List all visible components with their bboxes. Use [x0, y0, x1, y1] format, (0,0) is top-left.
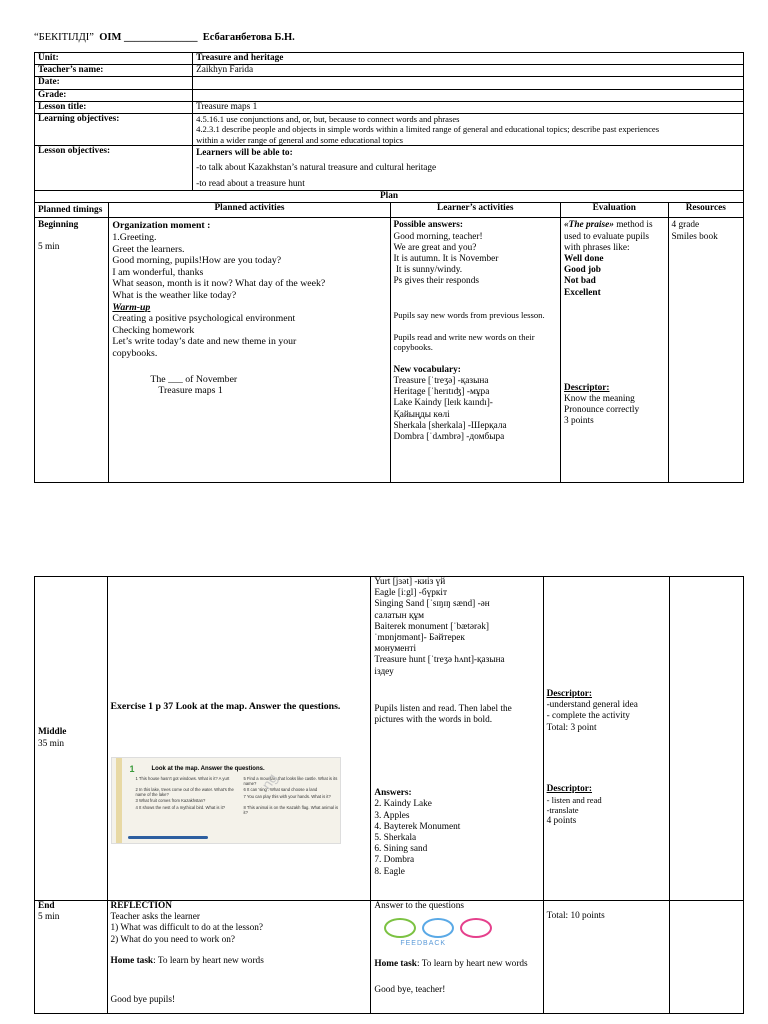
approver-name: Есбаганбетова Б.Н.	[202, 32, 295, 43]
new-vocabulary-heading: New vocabulary:	[393, 364, 461, 375]
col-activities: Planned activities	[109, 203, 390, 218]
learner-note: Pupils read and write new words on their copybooks.	[393, 332, 535, 353]
learning-objective-line: 4.5.16.1 use conjunctions and, or, but, because to connect words and phrases	[196, 114, 460, 125]
beginning-row	[35, 218, 744, 483]
activity-line: 1) What was difficult to do at the lesson?	[110, 923, 264, 934]
middle-row	[35, 577, 744, 901]
teacher-label: Teacher’s name:	[35, 65, 193, 77]
textbook-exercise-title: Look at the map. Answer the questions.	[151, 766, 265, 773]
textbook-question: 6 It can 'sing'. What sand choose a land	[243, 787, 318, 793]
learning-objective-line: within a wider range of general and some educational topics	[196, 134, 404, 145]
lesson-plan-table	[34, 52, 744, 483]
stage-time: 5 min	[38, 912, 60, 923]
learner-line: It is sunny/windy.	[393, 265, 463, 276]
beginning-resources	[668, 218, 743, 483]
exercise-instruction: Exercise 1 p 37 Look at the map. Answer the questions.	[110, 701, 341, 712]
resource-item: 4 grade	[671, 220, 700, 231]
unit-value: Treasure and heritage	[193, 53, 744, 65]
vocab-item: салатын құм	[374, 610, 424, 621]
date-value	[193, 77, 744, 89]
vocab-item: Yurt [jɜət] -киіз үй	[374, 577, 446, 587]
oim-label: ОІМ ______________	[99, 32, 198, 43]
textbook-question: 7 You can play this with your hands. What is it?	[243, 794, 331, 800]
answer-item: 7. Dombra	[374, 855, 415, 866]
end-learner	[371, 901, 543, 1014]
praise-text: method is used to evaluate pupils with phrases like:	[564, 220, 653, 253]
descriptor-line: - listen and read	[546, 795, 602, 806]
possible-answers-heading: Possible answers:	[393, 220, 463, 231]
learner-note: Pupils listen and read. Then label the pictures with the words in bold.	[374, 703, 512, 726]
stage-label: Beginning	[38, 220, 79, 231]
vocab-item: Lake Kaindy [leɪk kaındı]-	[393, 398, 493, 409]
col-learner: Learner’s activities	[390, 203, 561, 218]
date-label: Date:	[35, 77, 193, 89]
learner-line: Ps gives their responds	[393, 276, 479, 287]
date-template-line: The ___ of November	[150, 373, 238, 385]
grade-value	[193, 89, 744, 101]
vocab-item: Baiterek monument [ˈbætərək]	[374, 621, 489, 632]
lesson-objective-line: -to talk about Kazakhstan’s natural treasure and cultural heritage	[196, 163, 437, 174]
activity-line: 2) What do you need to work on?	[110, 934, 236, 945]
descriptor-heading: Descriptor:	[546, 783, 592, 794]
home-task	[374, 959, 539, 970]
feedback-faces	[384, 918, 539, 938]
home-task-text: : To learn by heart new words	[153, 955, 264, 966]
lesson-title-value: Treasure maps 1	[193, 101, 744, 113]
beginning-learner	[390, 218, 561, 483]
info-row-teacher	[35, 65, 744, 77]
answers-heading: Answers:	[374, 788, 412, 799]
org-moment-heading: Organization moment :	[112, 220, 211, 232]
info-row-lesson-objectives	[35, 146, 744, 191]
vocab-item: Sherkala [sherkala] -Шерқала	[393, 420, 507, 431]
learning-objectives-label: Learning objectives:	[35, 114, 193, 146]
descriptor-line: - complete the activity	[546, 711, 630, 722]
textbook-question: 4 It shows the nest of a mythical bird. What is it?	[135, 805, 226, 811]
info-row-unit	[35, 53, 744, 65]
activity-line: Greet the learners.	[112, 243, 185, 255]
textbook-question: 8 This animal is on the Kazakh flag. What animal is it?	[243, 805, 339, 816]
learner-line: It is autumn. It is November	[393, 254, 499, 265]
page-bar	[128, 836, 208, 839]
warmup-heading: Warm-up	[112, 301, 151, 313]
watermark: ng	[257, 770, 280, 793]
info-row-date	[35, 77, 744, 89]
middle-timing	[35, 577, 108, 901]
activity-line: I am wonderful, thanks	[112, 266, 204, 278]
descriptor-heading: Descriptor:	[546, 689, 592, 699]
textbook-question: 2 In this lake, trees come out of the water. What's the name of the lake?	[135, 787, 234, 798]
middle-activities	[107, 577, 371, 901]
vocab-item: Eagle [iːgl] -бүркіт	[374, 588, 448, 599]
activity-line: What is the weather like today?	[112, 290, 237, 301]
end-timing	[35, 901, 108, 1014]
lesson-title-label: Lesson title:	[35, 101, 193, 113]
vocab-item: Қайыңды көлі	[393, 409, 450, 420]
learner-line: We are great and you?	[393, 242, 477, 253]
learning-objectives-value	[193, 114, 744, 146]
goodbye-line: Good bye pupils!	[110, 995, 176, 1006]
lesson-objectives-label: Lesson objectives:	[35, 146, 193, 191]
stage-label: Middle	[38, 727, 67, 738]
lesson-objectives-value	[193, 146, 744, 191]
praise-name: «The praise»	[564, 220, 614, 231]
stage-label: End	[38, 901, 55, 911]
activity-line: Checking homework	[112, 324, 195, 336]
end-row	[35, 901, 744, 1014]
descriptor-line: Total: 3 point	[546, 722, 597, 733]
resource-item: Smiles book	[671, 231, 718, 242]
plan-row	[35, 191, 744, 203]
home-task-label: Home task	[110, 955, 154, 966]
end-evaluation	[543, 901, 670, 1014]
column-header-row	[35, 203, 744, 218]
end-activities	[107, 901, 371, 1014]
middle-resources	[670, 577, 744, 901]
col-evaluation: Evaluation	[561, 203, 668, 218]
middle-evaluation	[543, 577, 670, 901]
approval-stamp: “БЕКІТІЛДІ”	[34, 32, 94, 43]
praise-phrase: Good job	[564, 265, 601, 276]
total-points: Total: 10 points	[546, 911, 605, 921]
activity-line: Creating a positive psychological environment	[112, 313, 296, 325]
reflection-heading: REFLECTION	[110, 901, 172, 911]
unit-label: Unit:	[35, 53, 193, 65]
info-row-title	[35, 101, 744, 113]
descriptor-heading: Descriptor:	[564, 382, 610, 393]
answer-item: 5. Sherkala	[374, 833, 417, 844]
praise-phrase: Excellent	[564, 287, 601, 298]
theme-line: Treasure maps 1	[158, 385, 223, 397]
col-timings: Planned timings	[35, 203, 109, 218]
home-task-text: : To learn by heart new words	[416, 959, 528, 970]
sad-face-icon	[460, 918, 492, 938]
vocab-item: ˈmɒnjʊmənt]- Бәйтерек	[374, 633, 465, 644]
descriptor-line: 3 points	[564, 416, 594, 427]
lesson-objective-line: -to read about a treasure hunt	[196, 178, 305, 189]
vocab-item: Treasure hunt [ˈtreʒə hʌnt]-қазына	[374, 655, 505, 666]
info-row-grade	[35, 89, 744, 101]
praise-phrase: Well done	[564, 254, 604, 265]
stage-time: 35 min	[38, 738, 65, 749]
descriptor-line: -translate	[546, 805, 579, 816]
middle-learner	[371, 577, 543, 901]
activity-line: copybooks.	[112, 347, 158, 359]
textbook-question: 3 What fruit comes from Kazakhstan?	[135, 798, 206, 804]
stage-time: 5 min	[38, 241, 60, 252]
learner-note: Pupils say new words from previous lesson.	[393, 309, 545, 320]
activity-line: Teacher asks the learner	[110, 912, 200, 923]
answer-item: 2. Kaindy Lake	[374, 799, 432, 810]
beginning-timing	[35, 218, 109, 483]
praise-method	[564, 220, 664, 254]
exercise-number: 1	[129, 764, 135, 775]
praise-phrase: Not bad	[564, 276, 596, 287]
descriptor-line: 4 points	[546, 815, 577, 826]
lesson-objectives-heading: Learners will be able to:	[196, 148, 293, 159]
vocab-item: Dombra [ˈdʌmbrə] -домбыра	[393, 432, 505, 443]
vocab-item: монументі	[374, 644, 417, 655]
document-header	[34, 32, 295, 43]
answer-item: 8. Eagle	[374, 866, 405, 877]
goodbye-line: Good bye, teacher!	[374, 984, 446, 995]
home-task-label: Home task	[374, 959, 417, 970]
book-edge	[116, 758, 122, 843]
end-resources	[670, 901, 744, 1014]
answer-item: 3. Apples	[374, 810, 410, 821]
descriptor-line: Know the meaning	[564, 394, 635, 405]
col-resources: Resources	[668, 203, 743, 218]
learning-objective-line: 4.2.3.1 describe people and objects in simple words within a limited range of general and educational topics; describe past experiences	[196, 124, 660, 135]
learner-line: Answer to the questions	[374, 901, 464, 911]
beginning-evaluation	[561, 218, 668, 483]
activity-line: 1.Greeting.	[112, 232, 157, 244]
beginning-activities	[109, 218, 390, 483]
grade-label: Grade:	[35, 89, 193, 101]
descriptor-line: Pronounce correctly	[564, 405, 640, 416]
textbook-question: 5 Find a mountain that looks like castle. What is its name?	[243, 776, 338, 787]
activity-line: Let’s write today’s date and new theme in your	[112, 336, 297, 348]
smiley-face-icon	[384, 918, 416, 938]
info-row-learning-objectives	[35, 114, 744, 146]
plan-label: Plan	[35, 191, 744, 203]
teacher-value: Zaikhyn Farida	[193, 65, 744, 77]
vocab-item: Heritage [ˈherɪtɪʤ] -мұра	[393, 387, 490, 398]
activity-line: Good morning, pupils!How are you today?	[112, 255, 282, 267]
answer-item: 4. Bayterek Monument	[374, 821, 461, 832]
lesson-plan-table-continued	[34, 576, 744, 1014]
neutral-face-icon	[422, 918, 454, 938]
feedback-label: FEEDBACK	[400, 940, 447, 948]
vocab-item: іздеу	[374, 666, 394, 677]
learner-line: Good morning, teacher!	[393, 231, 483, 242]
textbook-image	[111, 757, 341, 844]
textbook-question: 1 This house hasn't got windows. What is it? A yurt	[135, 776, 230, 782]
home-task	[111, 956, 368, 967]
activity-line: What season, month is it now? What day of the week?	[112, 278, 326, 290]
descriptor-line: -understand general idea	[546, 700, 638, 711]
vocab-item: Treasure [ˈtreʒə] -қазына	[393, 376, 489, 387]
answer-item: 6. Sining sand	[374, 844, 428, 855]
vocab-item: Singing Sand [ˈsɪŋɪŋ sænd] -ән	[374, 599, 490, 610]
